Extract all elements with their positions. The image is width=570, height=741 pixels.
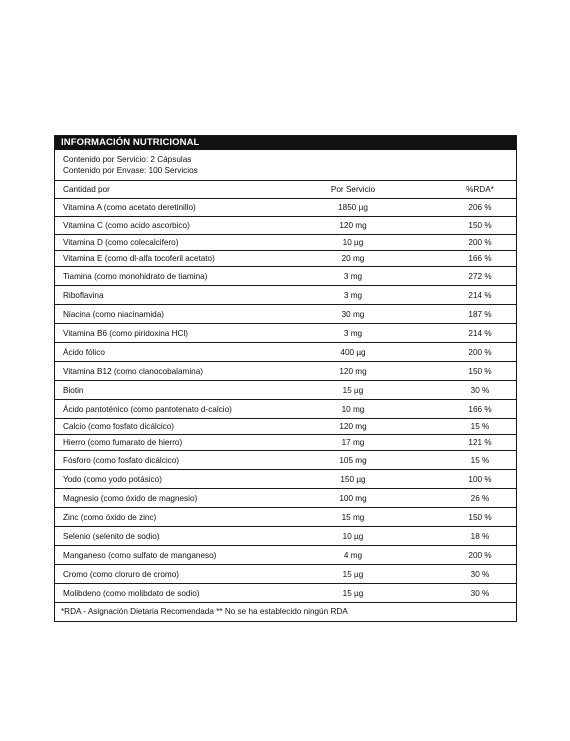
nutrient-name: Vitamina D (como colecalcifero) <box>63 238 179 247</box>
nutrient-rda: 200 % <box>468 347 492 357</box>
nutrient-amount: 105 mg <box>339 455 367 465</box>
nutrient-name: Tiamina (como monohidrato de tiamina) <box>63 271 208 281</box>
table-row <box>55 489 516 508</box>
nutrient-rda: 214 % <box>468 290 492 300</box>
nutrient-name: Vitamina A (como acetato deretinillo) <box>63 203 196 212</box>
table-row <box>55 565 516 584</box>
nutrient-amount: 400 µg <box>340 347 366 357</box>
footnote: *RDA - Asignación Dietaria Recomendada ** No se ha establecido ningún RDA <box>55 602 516 621</box>
nutrient-rda: 150 % <box>468 512 492 522</box>
table-row <box>55 251 516 267</box>
nutrient-rows <box>55 199 516 602</box>
nutrient-name: Manganeso (como sulfato de manganeso) <box>63 550 217 560</box>
nutrient-rda: 187 % <box>468 309 492 319</box>
nutrient-rda: 200 % <box>468 550 492 560</box>
table-row <box>55 451 516 470</box>
nutrient-rda: 18 % <box>470 531 490 541</box>
nutrient-name: Cromo (como cloruro de cromo) <box>63 569 180 579</box>
nutrient-amount: 10 µg <box>342 238 364 247</box>
nutrient-amount: 100 mg <box>339 493 367 503</box>
nutrient-name: Ácido pantoténico (como pantotenato d-calcio) <box>63 404 232 414</box>
nutrient-amount: 10 µg <box>342 531 364 541</box>
nutrient-rda: 214 % <box>468 328 492 338</box>
nutrient-name: Vitamina B6 (como piridoxina HCl) <box>63 328 188 338</box>
nutrient-rda: 121 % <box>468 438 492 447</box>
nutrient-rda: 15 % <box>470 455 490 465</box>
nutrient-rda: 15 % <box>470 422 490 431</box>
panel-title: INFORMACIÓN NUTRICIONAL <box>55 136 516 150</box>
table-row <box>55 584 516 602</box>
nutrient-rda: 100 % <box>468 474 492 484</box>
nutrient-rda: 206 % <box>468 203 492 212</box>
column-header-amount: Por Servicio <box>330 185 376 194</box>
nutrient-name: Riboflavina <box>63 290 104 300</box>
nutrient-name: Selenio (selenito de sodio) <box>63 531 160 541</box>
nutrient-name: Fósforo (como fosfato dicálcico) <box>63 455 180 465</box>
nutrient-name: Vitamina C (como acido ascorbico) <box>63 221 190 230</box>
nutrient-name: Niacina (como niacinamida) <box>63 309 165 319</box>
nutrient-amount: 120 mg <box>339 366 367 376</box>
table-row <box>55 527 516 546</box>
nutrient-rda: 166 % <box>468 254 492 263</box>
nutrient-amount: 3 mg <box>343 290 363 300</box>
nutrient-rda: 26 % <box>470 493 490 503</box>
nutrient-amount: 1850 µg <box>338 203 368 212</box>
serving-info <box>55 150 516 181</box>
nutrient-name: Calcio (como fosfato dicálcico) <box>63 422 175 431</box>
nutrient-name: Zinc (como óxido de zinc) <box>63 512 157 522</box>
column-header-rda: %RDA* <box>466 185 494 194</box>
servings-per-container: Contenido por Envase: 100 Servicios <box>63 166 198 175</box>
nutrient-amount: 15 µg <box>342 569 364 579</box>
table-row <box>55 362 516 381</box>
column-header-nutrient: Cantidad por <box>63 185 110 194</box>
nutrient-amount: 15 µg <box>342 385 364 395</box>
nutrient-rda: 30 % <box>470 385 490 395</box>
nutrient-name: Ácido fólico <box>63 347 105 357</box>
table-row <box>55 435 516 451</box>
nutrition-facts-panel <box>54 135 517 622</box>
nutrient-amount: 17 mg <box>341 438 365 447</box>
nutrient-rda: 150 % <box>468 366 492 376</box>
table-row <box>55 343 516 362</box>
table-row <box>55 286 516 305</box>
table-row <box>55 381 516 400</box>
table-row <box>55 546 516 565</box>
nutrient-rda: 30 % <box>470 588 490 598</box>
nutrient-name: Hierro (como fumarato de hierro) <box>63 438 183 447</box>
table-row <box>55 470 516 489</box>
nutrient-name: Vitamina E (como dl-alfa tocoferil acetato) <box>63 254 215 263</box>
nutrient-rda: 272 % <box>468 271 492 281</box>
nutrient-amount: 3 mg <box>343 328 363 338</box>
nutrient-rda: 150 % <box>468 221 492 230</box>
table-row <box>55 217 516 235</box>
table-row <box>55 267 516 286</box>
nutrient-amount: 4 mg <box>343 550 363 560</box>
table-row <box>55 324 516 343</box>
nutrient-amount: 10 mg <box>341 404 365 414</box>
nutrient-name: Vitamina B12 (como clanocobalamina) <box>63 366 204 376</box>
serving-size: Contenido por Servicio: 2 Cápsulas <box>63 155 192 164</box>
nutrient-rda: 200 % <box>468 238 492 247</box>
nutrient-amount: 150 µg <box>340 474 366 484</box>
nutrient-amount: 3 mg <box>343 271 363 281</box>
table-row <box>55 400 516 419</box>
nutrient-rda: 166 % <box>468 404 492 414</box>
nutrient-amount: 15 µg <box>342 588 364 598</box>
nutrient-amount: 20 mg <box>341 254 365 263</box>
table-row <box>55 508 516 527</box>
table-row <box>55 199 516 217</box>
nutrient-name: Biotin <box>63 385 84 395</box>
nutrient-name: Yodo (como yodo potásico) <box>63 474 162 484</box>
column-header-row <box>55 181 516 199</box>
table-row <box>55 235 516 251</box>
nutrient-amount: 15 mg <box>341 512 365 522</box>
table-row <box>55 419 516 435</box>
table-row <box>55 305 516 324</box>
nutrient-name: Magnesio (como óxido de magnesio) <box>63 493 198 503</box>
nutrient-amount: 30 mg <box>341 309 365 319</box>
nutrient-amount: 120 mg <box>339 422 367 431</box>
nutrient-rda: 30 % <box>470 569 490 579</box>
nutrient-name: Molibdeno (como molibdato de sodio) <box>63 588 200 598</box>
nutrient-amount: 120 mg <box>339 221 367 230</box>
